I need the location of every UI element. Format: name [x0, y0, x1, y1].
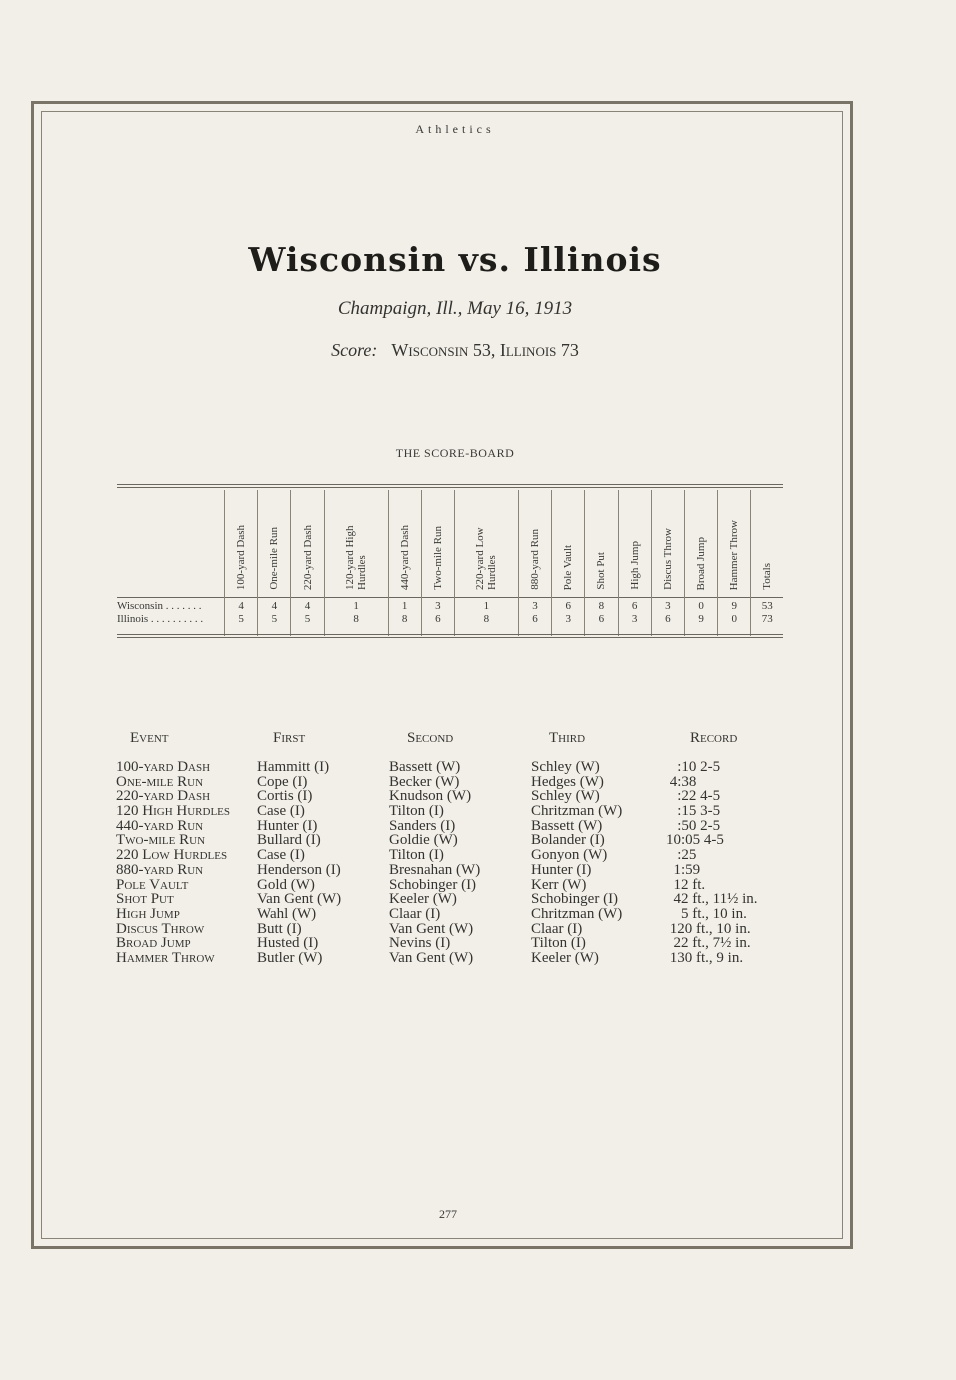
- score-cell: 8: [454, 613, 518, 636]
- record-value: 12 ft.: [666, 876, 706, 893]
- score-cell: 3: [421, 598, 454, 614]
- meet-location-date: Champaign, Ill., May 16, 1913: [337, 298, 573, 319]
- second-place: Goldie (W): [389, 832, 458, 849]
- first-place: Henderson (I): [257, 861, 341, 878]
- first-place: Case (I): [257, 847, 305, 864]
- event-name: Shot Put: [116, 891, 174, 908]
- first-place: Wahl (W): [257, 905, 317, 922]
- record-value: :25: [666, 847, 697, 864]
- team-name: Illinois . . . . . . . . . .: [117, 613, 204, 625]
- event-name: Hammer Throw: [116, 949, 215, 966]
- second-place: Keeler (W): [389, 891, 457, 908]
- third-place: Hedges (W): [531, 773, 604, 790]
- team-name: Wisconsin . . . . . . .: [117, 598, 225, 614]
- second-place: Claar (I): [389, 905, 441, 922]
- col-header: 120-yard High Hurdles: [324, 490, 388, 598]
- first-place: Husted (I): [257, 935, 319, 952]
- score-cell: 9: [718, 598, 751, 614]
- scoreboard-bottom-rule: [117, 634, 783, 635]
- record-value: 130 ft., 9 in.: [666, 949, 744, 966]
- first-place: Cope (I): [257, 773, 308, 790]
- second-place: Van Gent (W): [389, 920, 474, 937]
- score-cell: 4: [291, 598, 324, 614]
- score-cell: 3: [552, 613, 585, 636]
- score-cell: 3: [618, 613, 651, 636]
- score-cell: 6: [518, 613, 551, 636]
- col-header: 100-yard Dash: [225, 490, 258, 598]
- third-place: Chritzman (W): [531, 803, 623, 820]
- record-value: :50 2-5: [666, 817, 721, 834]
- page-border-inner: [41, 111, 843, 1239]
- score-label: Score:: [331, 340, 378, 360]
- col-header: 880-yard Run: [518, 490, 551, 598]
- col-header: 220-yard Dash: [291, 490, 324, 598]
- header-second: Second: [407, 730, 454, 746]
- record-value: :10 2-5: [666, 759, 721, 775]
- first-place: Cortis (I): [257, 788, 313, 805]
- third-place: Schley (W): [531, 759, 600, 775]
- scoreboard-title: THE SCORE-BOARD: [395, 446, 515, 460]
- col-header: Pole Vault: [552, 490, 585, 598]
- score-cell: 8: [324, 613, 388, 636]
- score-cell: 1: [324, 598, 388, 614]
- first-place: Butt (I): [257, 920, 302, 937]
- score-cell: 6: [618, 598, 651, 614]
- second-place: Knudson (W): [389, 788, 472, 805]
- record-value: 42 ft., 11½ in.: [666, 891, 758, 908]
- score-cell: 1: [454, 598, 518, 614]
- second-place: Tilton (I): [389, 847, 444, 864]
- scoreboard-header-row: [117, 490, 783, 598]
- page-number: 277: [439, 1207, 457, 1221]
- scoreboard-corner: [117, 490, 225, 598]
- header-first: First: [273, 730, 306, 746]
- scoreboard-bottom-rule-2: [117, 637, 783, 638]
- col-header: 220-yard Low Hurdles: [454, 490, 518, 598]
- col-header: Broad Jump: [684, 490, 717, 598]
- record-value: 5 ft., 10 in.: [666, 905, 747, 922]
- score-cell: 9: [684, 613, 717, 636]
- third-place: Schley (W): [531, 788, 600, 805]
- event-name: 440-yard Run: [116, 817, 204, 834]
- score-cell: 6: [651, 613, 684, 636]
- score-cell: 0: [684, 598, 717, 614]
- running-head: Athletics: [415, 122, 495, 136]
- first-place: Hunter (I): [257, 817, 318, 834]
- col-header: 440-yard Dash: [388, 490, 421, 598]
- score-cell: 4: [258, 598, 291, 614]
- col-header: Two-mile Run: [421, 490, 454, 598]
- record-value: :15 3-5: [666, 803, 721, 820]
- third-place: Kerr (W): [531, 876, 587, 893]
- meet-score: [0, 340, 910, 361]
- score-cell: 3: [518, 598, 551, 614]
- event-name: One-mile Run: [116, 773, 204, 790]
- event-name: Discus Throw: [116, 920, 205, 937]
- first-place: Hammitt (I): [257, 759, 330, 775]
- event-name: Two-mile Run: [116, 832, 206, 849]
- event-name: Broad Jump: [116, 935, 191, 952]
- col-header: Totals: [751, 490, 783, 598]
- first-place: Case (I): [257, 803, 305, 820]
- score-cell: 73: [751, 613, 783, 636]
- header-third: Third: [549, 730, 586, 746]
- third-place: Bassett (W): [531, 817, 603, 834]
- second-place: Tilton (I): [389, 803, 444, 820]
- third-place: Hunter (I): [531, 861, 592, 878]
- score-cell: 6: [421, 613, 454, 636]
- col-header: High Jump: [618, 490, 651, 598]
- score-cell: 5: [258, 613, 291, 636]
- second-place: Sanders (I): [389, 817, 456, 834]
- event-name: 220 Low Hurdles: [116, 847, 228, 864]
- third-place: Keeler (W): [531, 949, 599, 966]
- record-value: 1:59: [666, 861, 701, 878]
- second-place: Bresnahan (W): [389, 861, 481, 878]
- header-event: Event: [130, 730, 169, 746]
- event-name: 880-yard Run: [116, 861, 204, 878]
- col-header: One-mile Run: [258, 490, 291, 598]
- record-value: :22 4-5: [666, 788, 721, 805]
- scoreboard-top-rule: [117, 484, 783, 485]
- header-record: Record: [690, 730, 738, 746]
- score-cell: 53: [751, 598, 783, 614]
- score-cell: 8: [388, 613, 421, 636]
- table-row: [117, 598, 783, 614]
- score-cell: 1: [388, 598, 421, 614]
- score-cell: 5: [291, 613, 324, 636]
- score-text: Wisconsin 53, Illinois 73: [391, 340, 579, 360]
- third-place: Schobinger (I): [531, 891, 619, 908]
- scoreboard-top-rule-2: [117, 487, 783, 488]
- score-cell: 4: [225, 598, 258, 614]
- page-title: Wisconsin vs. Illinois: [248, 240, 662, 279]
- first-place: Van Gent (W): [257, 891, 342, 908]
- second-place: Bassett (W): [389, 759, 461, 775]
- score-cell: 8: [585, 598, 618, 614]
- third-place: Claar (I): [531, 920, 583, 937]
- event-name: 120 High Hurdles: [116, 803, 230, 820]
- second-place: Schobinger (I): [389, 876, 477, 893]
- score-cell: 5: [225, 613, 258, 636]
- event-name: Pole Vault: [116, 876, 189, 893]
- score-cell: 6: [585, 613, 618, 636]
- record-value: 10:05 4-5: [666, 832, 724, 849]
- scoreboard-table: [117, 490, 783, 636]
- third-place: Tilton (I): [531, 935, 586, 952]
- score-cell: 6: [552, 598, 585, 614]
- event-name: High Jump: [116, 905, 180, 922]
- score-cell: 3: [651, 598, 684, 614]
- col-header: Hammer Throw: [718, 490, 751, 598]
- table-row: [117, 613, 783, 636]
- first-place: Bullard (I): [257, 832, 321, 849]
- col-header: Discus Throw: [651, 490, 684, 598]
- third-place: Gonyon (W): [531, 847, 608, 864]
- first-place: Butler (W): [257, 949, 323, 966]
- event-name: 100-yard Dash: [116, 759, 211, 775]
- third-place: Chritzman (W): [531, 905, 623, 922]
- event-name: 220-yard Dash: [116, 788, 211, 805]
- record-value: 120 ft., 10 in.: [666, 920, 751, 937]
- third-place: Bolander (I): [531, 832, 605, 849]
- col-header: Shot Put: [585, 490, 618, 598]
- record-value: 4:38: [666, 773, 697, 790]
- second-place: Becker (W): [389, 773, 460, 790]
- score-cell: 0: [718, 613, 751, 636]
- record-value: 22 ft., 7½ in.: [666, 935, 751, 952]
- second-place: Nevins (I): [389, 935, 451, 952]
- second-place: Van Gent (W): [389, 949, 474, 966]
- first-place: Gold (W): [257, 876, 315, 893]
